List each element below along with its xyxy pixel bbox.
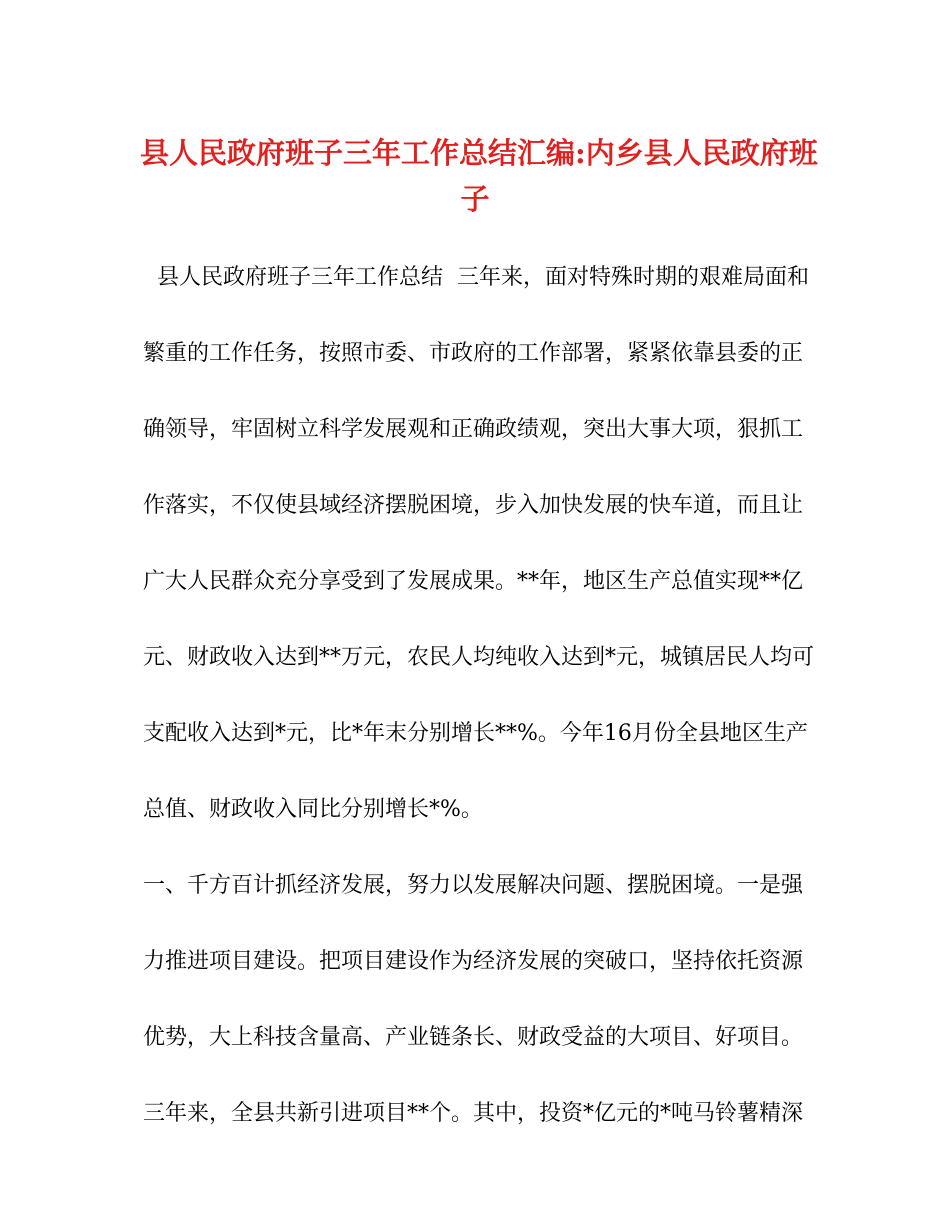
paragraph-line-5: 广大人民群众充分享受到了发展成果。**年，地区生产总值实现**亿 [143, 569, 804, 594]
paragraph-line-1: 县人民政府班子三年工作总结 三年来，面对特殊时期的艰难局面和 [143, 265, 809, 290]
paragraph-line-3: 确领导，牢固树立科学发展观和正确政绩观，突出大事大项，狠抓工 [143, 417, 804, 442]
document-title-line-1: 县人民政府班子三年工作总结汇编:内乡县人民政府班 [140, 136, 818, 170]
paragraph-line-9: 一、千方百计抓经济发展，努力以发展解决问题、摆脱困境。一是强 [143, 873, 804, 898]
paragraph-line-12: 三年来，全县共新引进项目**个。其中，投资*亿元的*吨马铃薯精深 [143, 1101, 804, 1126]
paragraph-line-6: 元、财政收入达到**万元，农民人均纯收入达到*元，城镇居民人均可 [143, 645, 815, 670]
paragraph-line-2: 繁重的工作任务，按照市委、市政府的工作部署，紧紧依靠县委的正 [143, 341, 804, 366]
paragraph-line-10: 力推进项目建设。把项目建设作为经济发展的突破口，坚持依托资源 [143, 949, 804, 974]
paragraph-line-8: 总值、财政收入同比分别增长*%。 [143, 797, 483, 822]
paragraph-line-11: 优势，大上科技含量高、产业链条长、财政受益的大项目、好项目。 [143, 1025, 804, 1050]
paragraph-line-7: 支配收入达到*元，比*年末分别增长**%。今年16月份全县地区生产 [143, 721, 808, 746]
document-title-line-2: 子 [460, 182, 490, 216]
paragraph-line-4: 作落实，不仅使县域经济摆脱困境，步入加快发展的快车道，而且让 [143, 493, 804, 518]
